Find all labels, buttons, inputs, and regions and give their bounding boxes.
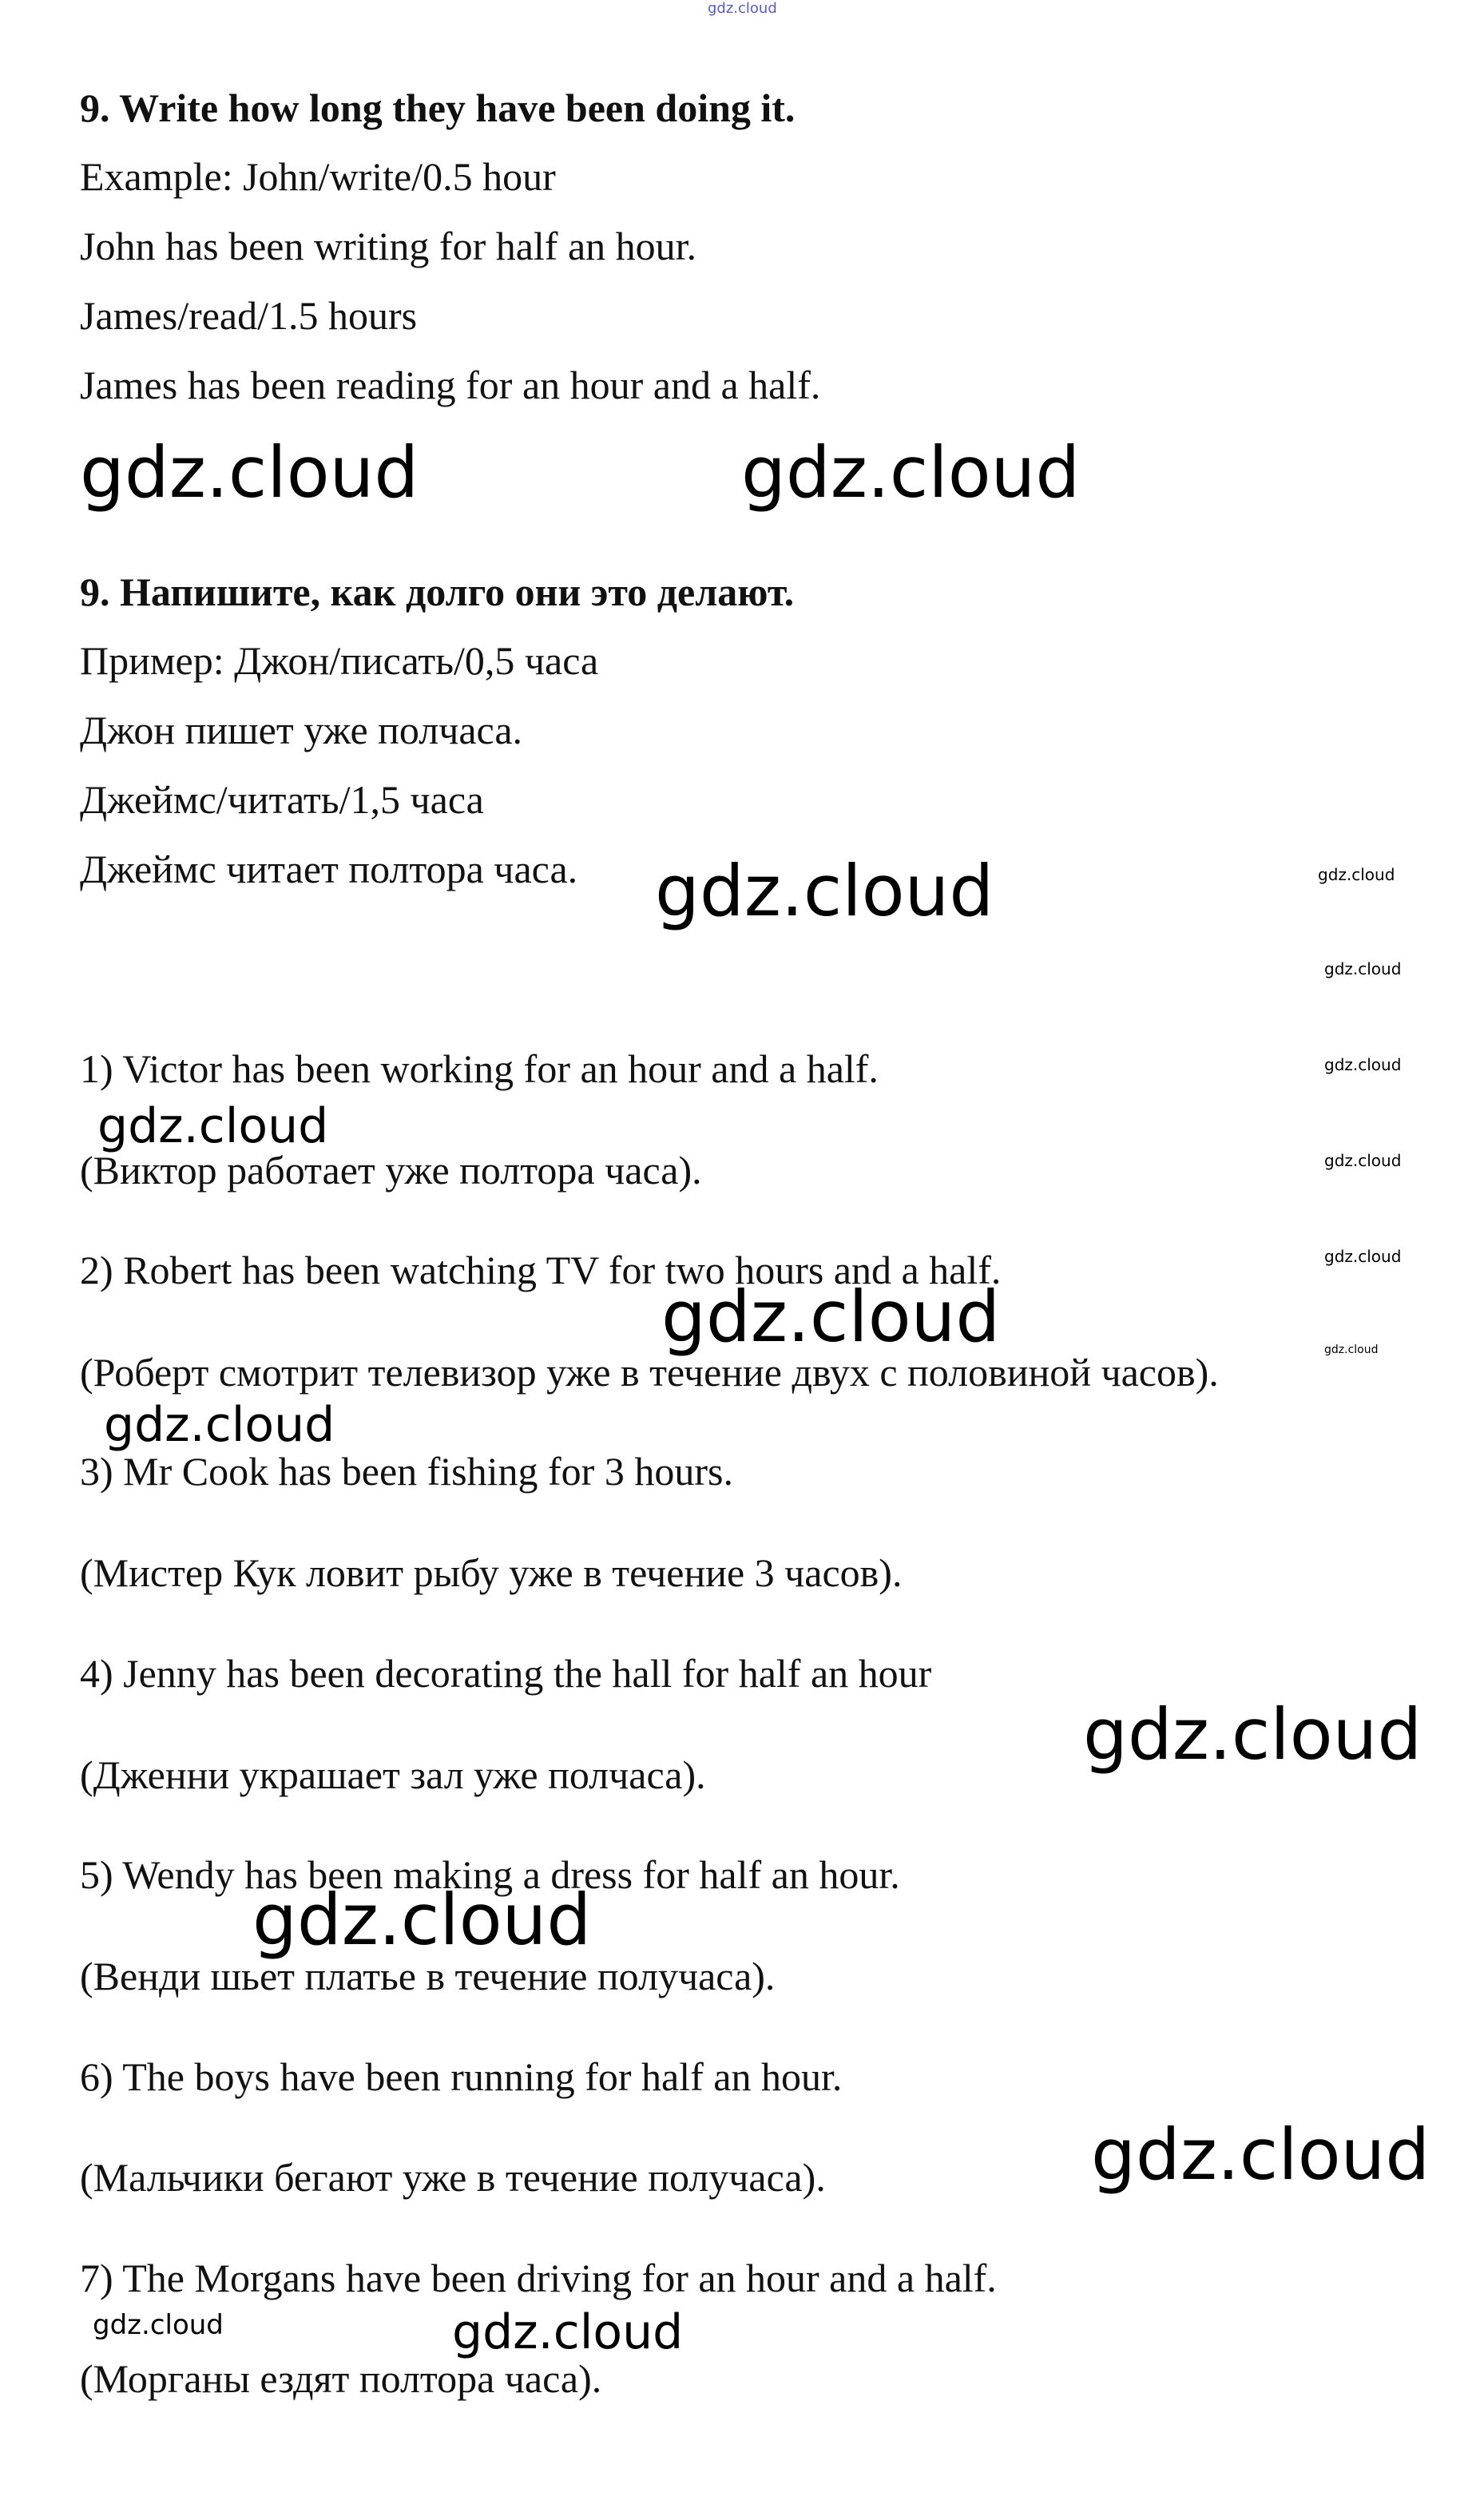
watermark: gdz.cloud (93, 2309, 224, 2341)
example-line: James has been reading for an hour and a half. (80, 363, 821, 407)
example-line: Джеймс/читать/1,5 часа (80, 777, 484, 822)
watermark: gdz.cloud (1324, 1343, 1379, 1356)
answer-en: 7) The Morgans have been driving for an hour and a half. (80, 2256, 997, 2300)
task-heading-en: 9. Write how long they have been doing it. (80, 85, 796, 130)
watermark-top: gdz.cloud (708, 0, 777, 17)
watermark: gdz.cloud (1318, 865, 1395, 884)
watermark: gdz.cloud (741, 431, 1081, 514)
watermark: gdz.cloud (252, 1879, 592, 1961)
answer-en: 5) Wendy has been making a dress for half an hour. (80, 1852, 900, 1897)
answer-ru: (Роберт смотрит телевизор уже в течение двух с половиной часов). (80, 1350, 1219, 1395)
answer-ru: (Мистер Кук ловит рыбу уже в течение 3 часов). (80, 1550, 903, 1595)
watermark: gdz.cloud (1324, 1151, 1402, 1170)
watermark: gdz.cloud (661, 1276, 1001, 1358)
example-line: Джеймс читает полтора часа. (80, 847, 578, 891)
answer-ru: (Дженни украшает зал уже полчаса). (80, 1752, 706, 1797)
answer-ru: (Виктор работает уже полтора часа). (80, 1148, 702, 1193)
example-line: Джон пишет уже полчаса. (80, 708, 523, 752)
example-line: John has been writing for half an hour. (80, 224, 697, 268)
answer-en: 1) Victor has been working for an hour and a half. (80, 1046, 879, 1091)
watermark: gdz.cloud (1324, 1247, 1402, 1266)
answer-en: 2) Robert has been watching TV for two hours and a half. (80, 1248, 1002, 1292)
answer-ru: (Мальчики бегают уже в течение получаса). (80, 2155, 826, 2200)
watermark: gdz.cloud (104, 1397, 335, 1453)
answer-ru: (Морганы ездят полтора часа). (80, 2356, 602, 2401)
watermark: gdz.cloud (1324, 959, 1402, 978)
watermark: gdz.cloud (80, 431, 419, 514)
answer-ru: (Венди шьет платье в течение получаса). (80, 1954, 776, 1998)
example-line: James/read/1.5 hours (80, 293, 418, 338)
example-line: Пример: Джон/писать/0,5 часа (80, 638, 599, 683)
watermark: gdz.cloud (97, 1098, 329, 1154)
answer-en: 6) The boys have been running for half an hour. (80, 2054, 843, 2099)
watermark: gdz.cloud (1324, 1055, 1402, 1074)
task-heading-ru: 9. Напишите, как долго они это делают. (80, 569, 795, 614)
example-line: Example: John/write/0.5 hour (80, 154, 556, 199)
answer-en: 4) Jenny has been decorating the hall for half an hour (80, 1651, 932, 1696)
watermark: gdz.cloud (452, 2304, 684, 2360)
watermark: gdz.cloud (655, 850, 994, 932)
watermark: gdz.cloud (1091, 2113, 1430, 2196)
answer-en: 3) Mr Cook has been fishing for 3 hours. (80, 1449, 733, 1494)
watermark: gdz.cloud (1083, 1693, 1422, 1776)
